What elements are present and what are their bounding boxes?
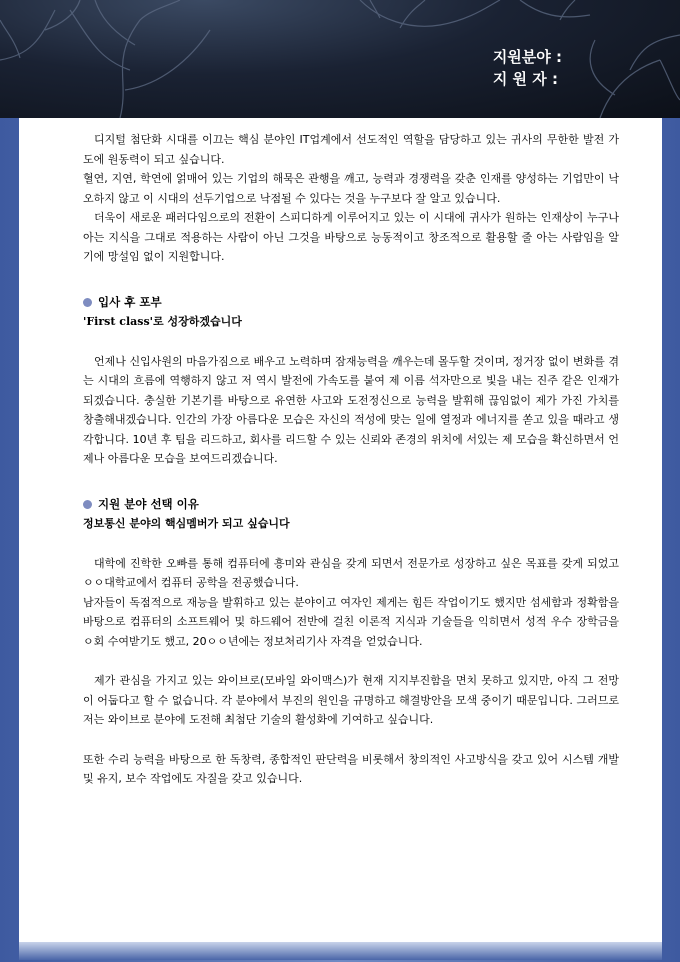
intro-paragraph-3: 더욱이 새로운 패러다임으로의 전환이 스피디하게 이루어지고 있는 이 시대에 귀사가 원하는 인재상이 누구나 아는 지식을 그대로 적용하는 사람이 아닌 그것을 바탕으로 능동적이고 창조적으로 활용할 줄 아는 사람임을 알기에 망설임 없이 지원합니다.: [83, 211, 619, 263]
section-heading-aspiration: [83, 293, 619, 312]
paper-sheet: [19, 118, 662, 942]
section-subheading-reason: 정보통신 분야의 핵심멤버가 되고 싶습니다: [83, 516, 290, 530]
section-subheading-aspiration: 'First class'로 성장하겠습니다: [83, 314, 242, 328]
applicant-info: [493, 46, 562, 90]
reason-paragraph-1: 대학에 진학한 오빠를 통해 컴퓨터에 흥미와 관심을 갖게 되면서 전문가로 성장하고 싶은 목표를 갖게 되었고 ㅇㅇ대학교에서 컴퓨터 공학을 전공했습니다.: [83, 556, 619, 589]
intro-paragraph-2: 혈연, 지연, 학연에 얽매어 있는 기업의 해묵은 관행을 깨고, 능력과 경쟁력을 갖춘 인재를 양성하는 기업만이 낙오하지 않고 이 시대의 선두기업으로 낙점될 수 있다는 것을 누구보다 잘 알고 있습니다.: [83, 172, 619, 205]
reason-paragraph-3: 제가 관심을 가지고 있는 와이브로(모바일 와이맥스)가 현재 지지부진함을 면치 못하고 있지만, 아직 그 전망이 어둡다고 할 수 없습니다. 각 분야에서 부진의 원인을 규명하고 해결방안을 모색 중이기 때문입니다. 그러므로 저는 와이브로 분야에 도전해 최첨단 기술의 활성화에 기여하고 싶습니다.: [83, 674, 619, 726]
section-heading-text: 입사 후 포부: [98, 294, 162, 309]
page-frame: [0, 118, 680, 962]
field-label: 지원분야 :: [492, 48, 562, 66]
section-heading-text: 지원 분야 선택 이유: [98, 496, 199, 511]
branch-decoration: [0, 0, 680, 118]
bullet-icon: [83, 298, 92, 307]
bullet-icon: [83, 500, 92, 509]
section-heading-reason: [83, 495, 619, 514]
header-banner: [0, 0, 680, 118]
reason-paragraph-4: 또한 수리 능력을 바탕으로 한 독창력, 종합적인 판단력을 비롯해서 창의적인 사고방식을 갖고 있어 시스템 개발 및 유지, 보수 작업에도 자질을 갖고 있습니다.: [83, 752, 619, 785]
letter-content: [83, 130, 619, 789]
reason-paragraph-2: 남자들이 독점적으로 재능을 발휘하고 있는 분야이고 여자인 제게는 힘든 작업이기도 했지만 섬세함과 정확함을 바탕으로 컴퓨터의 소프트웨어 및 하드웨어 전반에 걸친 이론적 지식과 기술들을 익히면서 성적 우수 장학금을 ㅇ회 수여받기도 했고, 20ㅇㅇ년에는 정보처리기사 자격을 얻었습니다.: [83, 595, 619, 648]
intro-paragraph-1: 디지털 첨단화 시대를 이끄는 핵심 분야인 IT업계에서 선도적인 역할을 담당하고 있는 귀사의 무한한 발전 가도에 원동력이 되고 싶습니다.: [83, 133, 619, 166]
aspiration-paragraph: 언제나 신입사원의 마음가짐으로 배우고 노력하며 잠재능력을 깨우는데 몰두할 것이며, 정거장 없이 변화를 겪는 시대의 흐름에 역행하지 않고 저 역시 발전에 가속도를 붙여 제 이름 석자만으로 빛을 내는 진주 같은 인재가 되겠습니다. 충실한 기본기를 바탕으로 유연한 사고와 도전정신으로 능력을 발휘해 끊임없이 제가 가진 가치를 창출해내겠습니다. 인간의 가장 아름다운 모습은 자신의 적성에 맞는 일에 열정과 에너지를 쏟고 있을 때라고 생각합니다. 10년 후 팀을 리드하고, 회사를 리드할 수 있는 신뢰와 존경의 위치에 서있는 제 모습을 확신하면서 언제나 아름다운 모습을 보여드리겠습니다.: [83, 354, 619, 465]
applicant-label: 지 원 자 :: [492, 70, 558, 88]
